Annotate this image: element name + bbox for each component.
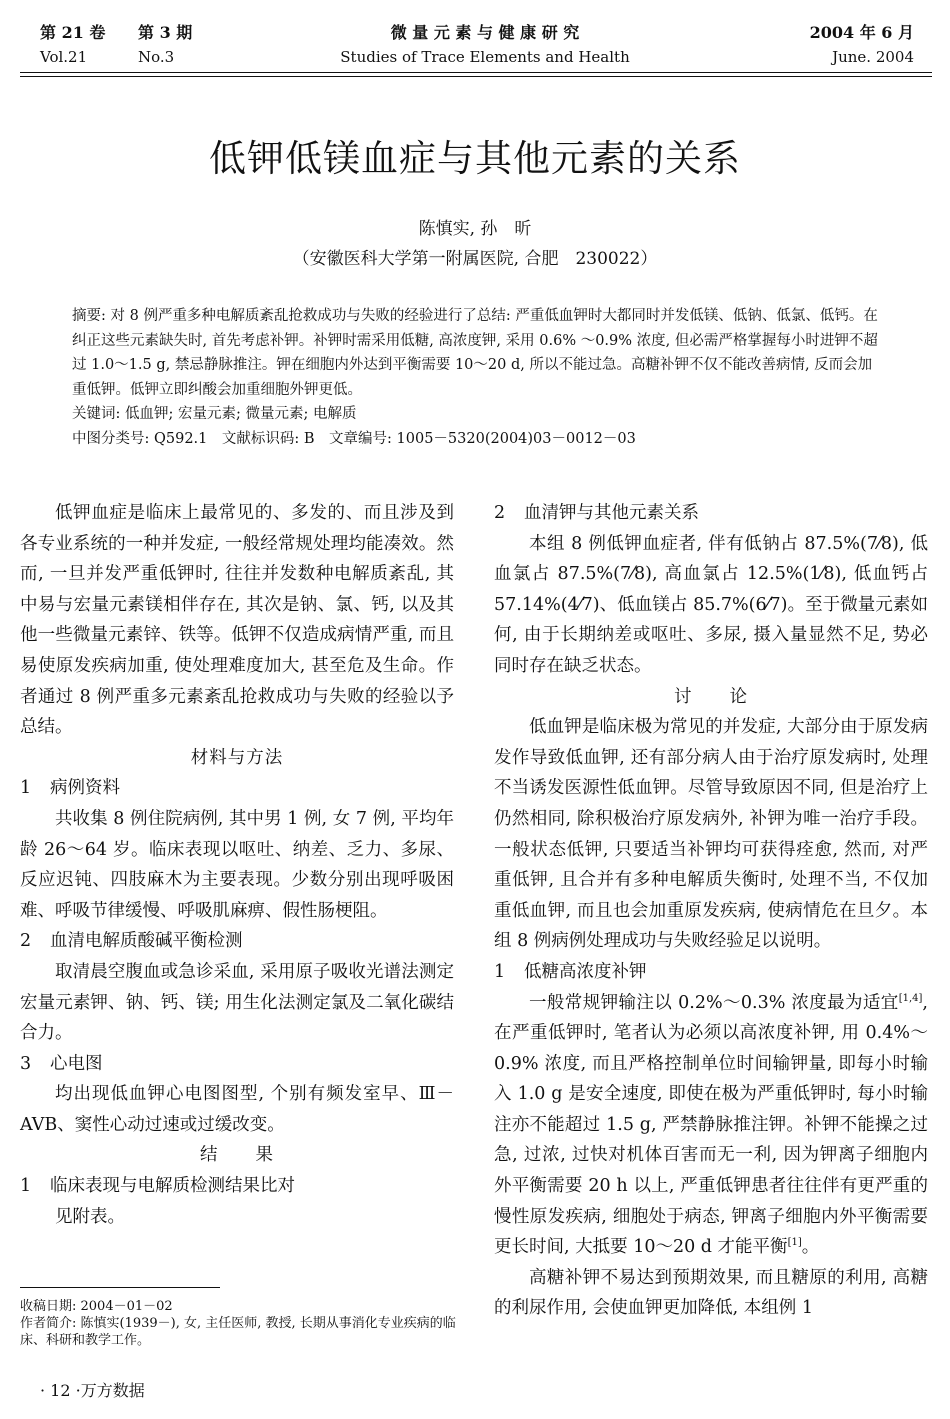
volume-cn: 第 21 卷 [40,23,106,42]
subheading-number: 1 [20,778,32,799]
header-rule-bottom [20,76,932,77]
affiliation: （安徽医科大学第一附属医院, 合肥 230022） [292,249,658,269]
issue-en: No.3 [138,48,175,66]
section-heading-methods: 材料与方法 [190,747,284,768]
header-rule-top [20,72,932,73]
electrolyte-test-paragraph: 取清晨空腹血或急诊采血, 采用原子吸收光谱法测定宏量元素钾、钠、钙、镁; 用生化法测定氯及二氧化碳结合力。 [20,961,454,1044]
high-sugar-paragraph: 高糖补钾不易达到预期效果, 而且糖原的利用, 高糖的利尿作用, 会使血钾更加降低, 本组例 1 [494,1267,928,1319]
subheading-text: 临床表现与电解质检测结果比对 [50,1176,295,1197]
received-date: 收稿日期: 2004－01－02 [20,1299,173,1314]
volume-en: Vol.21 [40,48,88,66]
subheading-number: 1 [494,961,506,982]
running-header [0,22,950,82]
section-heading-discussion: 讨 论 [674,686,748,707]
subheading-text: 低糖高浓度补钾 [524,961,647,982]
page-footer [40,1378,145,1401]
text-run: , 在严重低钾时, 笔者认为必须以高浓度补钾, 用 0.4%～0.9% 浓度, 而且严格控制单位时间输钾量, 即每小时输入 1.0 g 是安全速度, 即使在极为严重低钾时, 每小时输注亦不能超过 1.5 g, 严禁静脉推注钾。补钾不能操之过急, 过浓, 过快对机体百害而无一利, 因为钾离子细胞内外平衡需要 20 h 以上, 严重低钾患者往往伴有更严重的慢性原发疾病, 细胞处于病态, 钾离子细胞内外平衡需要更长时间, 大抵要 10～20 d 才能平衡 [494,992,928,1258]
footnote-rule [20,1287,220,1288]
subheading-text: 心电图 [50,1053,103,1074]
subheading-case-data [20,773,454,804]
subheading-potassium-relation [494,498,928,529]
potassium-relation-paragraph: 本组 8 例低钾血症者, 伴有低钠占 87.5%(7⁄8), 低血氯占 87.5%(7⁄8), 高血氯占 12.5%(1⁄8), 低血钙占 57.14%(4⁄7)、低血镁占 85.7%(6⁄7)。至于微量元素如何, 由于长期纳差或呕吐、多尿, 摄入量显然不足, 势必同时存在缺乏状态。 [494,533,928,676]
case-data-paragraph: 共收集 8 例住院病例, 其中男 1 例, 女 7 例, 平均年龄 26～64 岁。临床表现以呕吐、纳差、乏力、多尿、反应迟钝、四肢麻木为主要表现。少数分别出现呼吸困难、呼吸节律缓慢、呼吸肌麻痹、假性肠梗阻。 [20,808,454,921]
subheading-text: 血清电解质酸碱平衡检测 [50,931,243,952]
subheading-number: 2 [494,503,506,523]
text-run: 。 [801,1237,820,1258]
text-run: 一般常规钾输注以 0.2%～0.3% 浓度最为适宜 [529,992,899,1013]
ecg-paragraph: 均出现低血钾心电图图型, 个别有频发室早、Ⅲ－AVB、窦性心动过速或过缓改变。 [20,1084,454,1135]
subheading-electrolyte-test [20,926,454,957]
authors: 陈慎实, 孙 昕 [418,219,532,239]
subheading-ecg [20,1049,454,1080]
date-cn: 2004 年 6 月 [809,23,914,42]
classification-line: 中图分类号: Q592.1 文献标识码: B 文章编号: 1005－5320(2004)03－0012－03 [72,430,636,447]
page-number: · 12 · [40,1381,81,1400]
subheading-number: 2 [20,931,32,952]
right-column [494,498,928,1324]
journal-cn: 微 量 元 素 与 健 康 研 究 [390,23,580,42]
journal-en: Studies of Trace Elements and Health [340,48,630,66]
issue-cn: 第 3 期 [138,23,193,42]
section-heading-results: 结 果 [200,1145,274,1166]
subheading-number: 3 [20,1053,32,1074]
abstract-block [72,304,882,451]
citation: [1] [787,1237,802,1249]
article-title: 低钾低镁血症与其他元素的关系 [209,137,741,180]
footnote [20,1298,460,1349]
watermark-text: 万方数据 [80,1381,145,1400]
author-bio: 作者简介: 陈慎实(1939－), 女, 主任医师, 教授, 长期从事消化专业疾病的临床、科研和教学工作。 [20,1316,456,1348]
subheading-comparison [20,1171,454,1202]
discussion-paragraph: 低血钾是临床极为常见的并发症, 大部分由于原发病发作导致低血钾, 还有部分病人由于治疗原发病时, 处理不当诱发医源性低血钾。尽管导致原因不同, 但是治疗上仍然相同, 除积极治疗原发病外, 补钾为唯一治疗手段。一般状态低钾, 只要适当补钾均可获得痊愈, 然而, 对严重低钾, 且合并有多种电解质失衡时, 处理不当, 不仅加重低血钾, 而且也会加重原发疾病, 使病情危在旦夕。本组 8 例病例处理成功与失败经验足以说明。 [494,717,928,952]
subheading-text: 血清钾与其他元素关系 [524,503,699,523]
abstract-text: 摘要: 对 8 例严重多种电解质紊乱抢救成功与失败的经验进行了总结: 严重低血钾时大都同时并发低镁、低钠、低氯、低钙。在纠正这些元素缺失时, 首先考虑补钾。补钾时需采用低糖, 高浓度钾, 采用 0.6% ～0.9% 浓度, 但必需严格掌握每小时进钾不超过 1.0～1.5 g, 禁忌静脉推注。钾在细胞内外达到平衡需要 10～20 d, 所以不能过急。高糖补钾不仅不能改善病情, 反而会加重低钾。低钾立即纠酸会加重细胞外钾更低。 [72,308,878,398]
intro-paragraph: 低钾血症是临床上最常见的、多发的、而且涉及到各专业系统的一种并发症, 一般经常规处理均能凑效。然而, 一旦并发严重低钾时, 往往并发数种电解质紊乱, 其中易与宏量元素镁相伴存在, 其次是钠、氯、钙, 以及其他一些微量元素锌、铁等。低钾不仅造成病情严重, 而且易使原发疾病加重, 使处理难度加大, 甚至危及生命。作者通过 8 例严重多元素紊乱抢救成功与失败的经验以予总结。 [20,503,454,738]
left-column [20,498,454,1232]
keywords: 关键词: 低血钾; 宏量元素; 微量元素; 电解质 [72,406,357,422]
low-sugar-paragraph [494,988,928,1263]
citation: [1,4] [898,992,923,1004]
subheading-low-sugar [494,957,928,988]
date-en: June. 2004 [832,48,914,66]
subheading-number: 1 [20,1176,32,1197]
see-table-paragraph: 见附表。 [55,1206,125,1227]
subheading-text: 病例资料 [50,778,120,799]
